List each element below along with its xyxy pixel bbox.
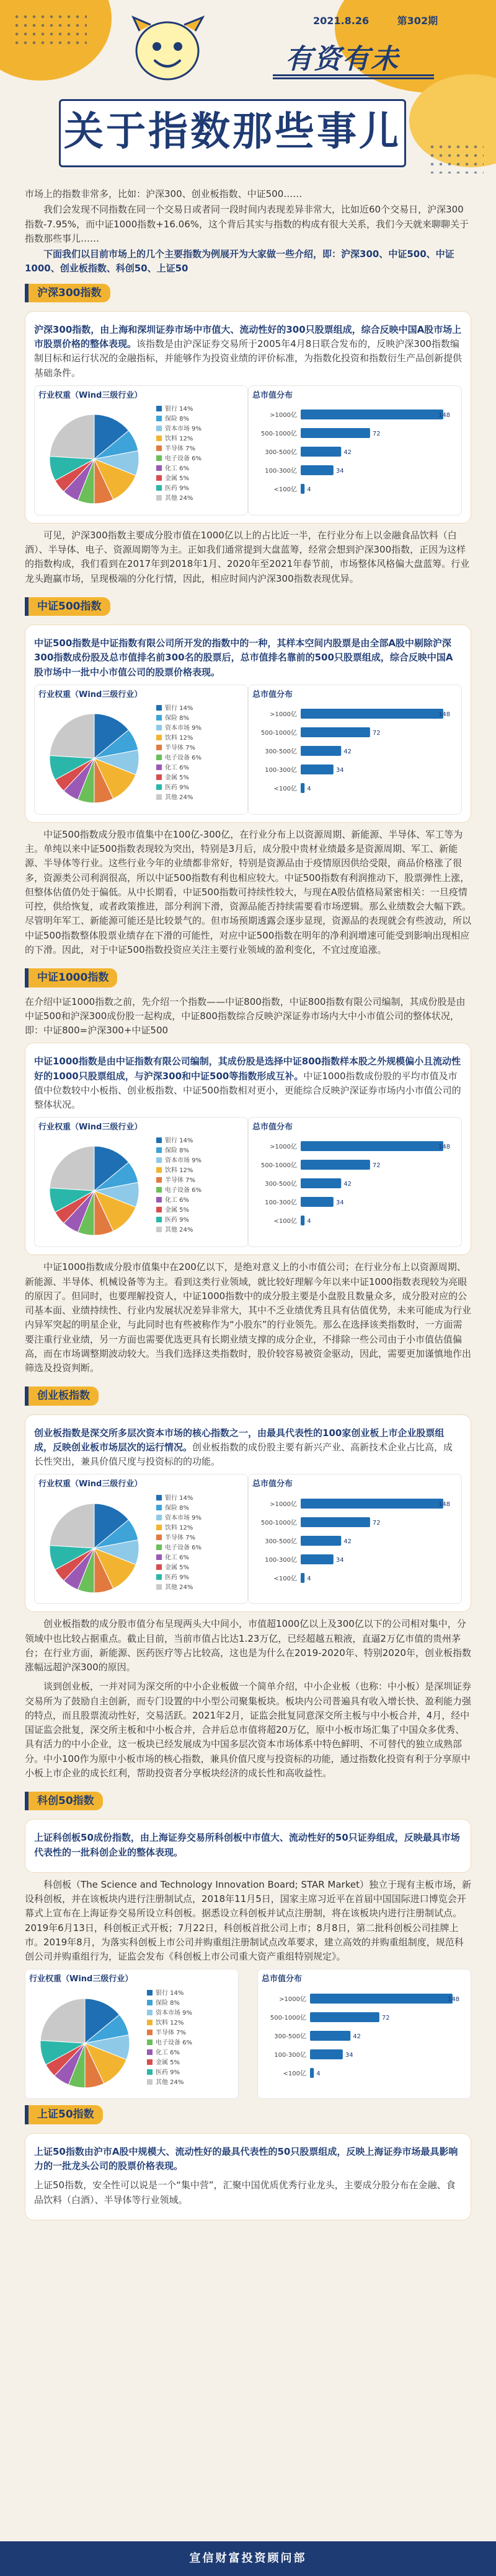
body-text: 创业板指数的成份股主要有新兴产业、高新技术企业占比高，成长性突出，兼具价值尺度与投资标的的功能。 [34, 1441, 453, 1468]
bar-category-label: 500-1000亿 [270, 2014, 306, 2022]
bar-value-label: 42 [343, 449, 352, 456]
legend-label: 医药 9% [165, 784, 190, 792]
analysis-text: 创业板指数的成分股市值分布呈现两头大中间小，市值超1000亿以上及300亿以下的公司相对集中，分领域中也比较占据重点。截止目前，当前市值占比达1.23万亿，已经超越五粮液，直逼2万亿市值的贵州茅台；在行业方面，新能源、医药医疗等占比较高，这也是为什么在2019-2020年、特别2020年，创业板指数涨幅远超沪深300的原因。 [25, 1618, 471, 1673]
mascot-illustration [127, 12, 208, 87]
bar-category-label: 500-1000亿 [260, 430, 297, 437]
section-tab-star50: 科创50指数 [25, 1792, 103, 1810]
lead-text: 中证1000指数是由中证指数有限公司编制，其成份股是选择中证800指数样本股之外规模偏小且流动性好的1000只股票组成，与沪深300和中证500等指数形成互补。 [34, 1056, 461, 1082]
issue-date: 2021.8.26 [313, 15, 370, 27]
legend-label: 饮料 12% [165, 735, 193, 742]
pie-chart [29, 1986, 234, 2098]
legend-swatch [156, 416, 162, 421]
legend-label: 金属 5% [156, 2059, 180, 2066]
legend-label: 其他 24% [156, 2079, 184, 2086]
pre-text: 在介绍中证1000指数之前，先介绍一个指数——中证800指数，中证800指数有限公司编制，其成份股是由中证500和沪深300成份股一起构成，中证800指数综合反映沪深证券市场内大中小市值公司的整体状况，即：中证800=沪深300+中证500 [25, 996, 466, 1036]
decor-dots [428, 142, 484, 173]
chart-title: 行业权重（Wind三级行业） [38, 1123, 143, 1132]
bar-category-label: >1000亿 [270, 1144, 297, 1151]
legend-swatch [156, 1217, 162, 1222]
legend-swatch [156, 1187, 162, 1193]
legend-label: 资本市场 9% [156, 2009, 193, 2017]
body-text: 中证1000指数成份股的平均市值及市值中位数较中小板指、创业板指数、中证500指数相对更小，更能综合反映沪深证券市场内小市值公司的整体状况。 [34, 1070, 461, 1111]
analysis-text: 中证500指数成分股市值集中在100亿-300亿，在行业分布上以资源周期、新能源、半导体、军工等为主。单纯以来中证500指数表现较为突出，特别是3月后，成分股中贵材业绩最多是资源周期、军工、新能源、半导体等行业。这些行业今年的业绩都非常好，特别是资源品由于疫情原因供给受限，商品价格涨了很多，资源类公司利润很高，所以中证500指数有利也相应较大。中证500指数有利润推动下，股票弹性上涨，但整体估值仍处于偏低。从中长期看，中证500指数可持续性较大，与现在A股估值格局紧密相关：一旦疫情可控，供给恢复，或者政策推进，部分利润下滑，资源品能否持续需要看市场逻辑。那么业绩数会大幅下跌。尽管明年军工、新能源可能还是比较景气的。但市场预期透露会逐步显现，资源品的表现就会有些波动，所以中证500指数整体股票业绩存在下滑的可能性，对应中证500指数在明年的净利润增速可能受到影响出现相应的下滑。因此，对于中证500指数投资应关注主要行业领域的盈利变化，不宜过度追涨。 [25, 828, 472, 955]
legend-swatch [156, 455, 162, 461]
bar [310, 2031, 350, 2041]
market-cap-chart [248, 1117, 462, 1247]
bar-chart [252, 1134, 457, 1245]
bar [310, 1994, 453, 2004]
legend-swatch [147, 2049, 153, 2055]
extra-text: 谈到创业板，一并对同为深交所的中小企业板做一个简单介绍，中小企业板（也称：中小板）是深圳证券交易所为了鼓励自主创新，而专门设置的中小型公司聚集板块。板块内公司普遍具有收入增长快、盈利能力强的特点，而且股票流动性好，交易活跃。2021年2月，证监会批复同意深交所主板与中小板合并，4月，经中国证监会批复，深交所主板和中小板合并，合并后总市值将超20万亿，原中小板市场汇集了中国众多优秀、具有活力的中小企业，这一板块已经发展成为中国多层次资本市场体系中特色鲜明、不可替代的独立成熟部分。中小100作为原中小板市场的核心指数，兼具价值尺度与投资标的功能，通过指数化投资有利于分享原中小板上市企业的成长红利，帮助投资者分享板块经济的成长性和高收益性。 [25, 1681, 472, 1779]
bar-value-label: 4 [307, 1218, 311, 1225]
legend-swatch [156, 1197, 162, 1203]
legend-swatch [156, 1157, 162, 1163]
pie-chart [38, 1134, 243, 1245]
bar-value-label: 34 [335, 767, 344, 774]
bar-value-label: 34 [345, 2051, 353, 2059]
pie-chart [38, 1491, 243, 1603]
chart-row [34, 385, 462, 515]
bar-category-label: >1000亿 [270, 1500, 297, 1508]
legend-label: 电子设备 6% [165, 455, 202, 462]
legend-swatch [147, 2039, 153, 2045]
bar [301, 764, 334, 774]
bar-category-label: 300-500亿 [265, 1538, 297, 1545]
legend-swatch [156, 774, 162, 780]
bar [301, 1141, 443, 1151]
bar-value-label: 4 [307, 786, 311, 793]
bar-category-label: 100-300亿 [265, 467, 297, 475]
title-box [59, 99, 406, 167]
bar-category-label: 100-300亿 [265, 1199, 297, 1207]
legend-label: 银行 14% [165, 1137, 193, 1145]
bar-value-label: 72 [381, 2014, 390, 2022]
bar-category-label: 300-500亿 [265, 1181, 297, 1188]
legend-swatch [156, 445, 162, 451]
chart-title: 总市值分布 [252, 1123, 293, 1132]
lead-text: 中证500指数是中证指数有限公司所开发的指数中的一种，其样本空间内股票是由全部A股中剔除沪深300指数成份股及总市值排名前300名的股票后，总市值排名靠前的500只股票组成，综合反映中国A股市场中一批中小市值公司的股票价格表现。 [34, 637, 453, 678]
pie-slice [50, 1146, 94, 1191]
legend-label: 半导体 7% [165, 745, 196, 752]
card-csi500 [25, 624, 471, 823]
pie-slice [50, 414, 94, 459]
legend-label: 保险 8% [165, 1147, 190, 1155]
card-csi300 [25, 311, 471, 524]
legend-label: 其他 24% [165, 794, 193, 802]
legend-label: 饮料 12% [165, 435, 193, 442]
bar-value-label: 148 [438, 411, 451, 419]
section-tab-csi300: 沪深300指数 [25, 284, 110, 302]
market-cap-chart [248, 685, 462, 815]
legend-label: 保险 8% [156, 1999, 180, 2007]
legend-label: 保险 8% [165, 715, 190, 722]
lead-text: 创业板指数是深交所多层次资本市场的核心指数之一，由最具代表性的100家创业板上市企业股票组成，反映创业板市场层次的运行情况。 [34, 1427, 445, 1453]
bar [301, 410, 443, 419]
legend-swatch [156, 1584, 162, 1590]
legend-label: 资本市场 9% [165, 725, 202, 732]
body-text: 该指数是由沪深证券交易所于2005年4月8日联合发布的，反映沪深300指数编制目标和运行状况的金融指标，并能够作为投资业绩的评价标准，为指数化投资和指数衍生产品创新提供基础条件。 [34, 338, 463, 379]
bar-category-label: >1000亿 [270, 411, 297, 419]
legend-label: 半导体 7% [165, 1534, 196, 1541]
pie-slice [50, 714, 94, 758]
card-csi1000 [25, 1043, 471, 1255]
legend-swatch [156, 1167, 162, 1173]
legend-swatch [156, 495, 162, 501]
legend-swatch [147, 2079, 153, 2085]
legend-label: 电子设备 6% [156, 2039, 193, 2046]
legend-swatch [156, 745, 162, 750]
chart-row [34, 1117, 462, 1247]
footer: 宣信财富投资顾问部 [0, 2541, 496, 2576]
legend-swatch [156, 735, 162, 740]
legend-label: 银行 14% [165, 405, 193, 413]
legend-swatch [156, 1535, 162, 1540]
market-cap-chart [248, 1474, 462, 1604]
legend-swatch [156, 465, 162, 471]
bar [301, 447, 341, 457]
bar-value-label: 34 [335, 467, 344, 475]
chart-title: 行业权重（Wind三级行业） [38, 1479, 143, 1489]
legend-label: 银行 14% [156, 1989, 184, 1997]
bar [301, 1216, 304, 1225]
legend-label: 金属 5% [165, 1564, 190, 1571]
industry-weight-chart [25, 1969, 239, 2099]
legend-label: 半导体 7% [165, 445, 196, 452]
bar [301, 783, 304, 793]
legend-swatch [156, 436, 162, 441]
lead-text: 沪深300指数，由上海和深圳证券市场中市值大、流动性好的300只股票组成，综合反映中国A股市场上市股票价格的整体表现。 [34, 323, 462, 350]
bar-category-label: 300-500亿 [274, 2033, 306, 2040]
bar [301, 484, 304, 494]
market-cap-chart [257, 1969, 471, 2099]
bar-value-label: 42 [343, 1181, 352, 1188]
bar-value-label: 42 [343, 748, 352, 756]
chart-title: 行业权重（Wind三级行业） [38, 390, 143, 400]
bar [301, 727, 370, 737]
body-text: 科创板（The Science and Technology Innovation Board; STAR Market）独立于现有主板市场，新设科创板，并在该板块内进行注册制试点，2018年11月5日，国家主席习近平在首届中国国际进口博览会开幕式上宣布在上海证券交易所设立科创板。据悉设立科创板并试点注册制，将在该板块内进行注册制试点。2019年6月13日，科创板正式开板；7月22日，科创板首批公司上市；8月8日，第二批科创板公司挂牌上市。2019年8月，为落实科创板上市公司并购重组注册制试点改革要求，建立高效的并购重组制度，规范科创公司并购重组行为，证监会发布《科创板上市公司重大资产重组特别规定》。 [25, 1878, 471, 1963]
legend-swatch [156, 1574, 162, 1580]
bar-value-label: 34 [335, 1199, 344, 1207]
bar [301, 709, 443, 719]
analysis-text: 可见，沪深300指数主要成分股市值在1000亿以上的占比近一半，在行业分布上以金融食品饮料（白酒）、半导体、电子、资源周期等为主。正如我们通常提到大盘蓝筹，经常会想到沪深300指数，正因为这样的指数构成，我们看到在2017年到2018年1月、2020年至2021年春节前，市场整体风格偏大盘蓝筹。行业龙头跑赢市场，呈现极端的分化行情，因此，相应时间内沪深300指数表现优异。 [25, 529, 470, 584]
legend-label: 资本市场 9% [165, 1514, 202, 1522]
legend-label: 化工 6% [165, 1197, 190, 1204]
bar-chart [262, 1986, 466, 2098]
chart-title: 行业权重（Wind三级行业） [29, 1974, 133, 1984]
legend-swatch [147, 2010, 153, 2015]
legend-label: 饮料 12% [156, 2019, 184, 2026]
legend-label: 其他 24% [165, 494, 193, 502]
card-sse50 [25, 2133, 471, 2220]
bar-category-label: 100-300亿 [274, 2051, 306, 2059]
page-title: 关于指数那些事儿 [64, 109, 401, 155]
market-cap-chart [248, 385, 462, 515]
bar-chart [252, 701, 457, 813]
legend-label: 电子设备 6% [165, 1544, 202, 1551]
bar-category-label: >1000亿 [270, 711, 297, 719]
legend-swatch [156, 1525, 162, 1530]
legend-swatch [156, 1515, 162, 1520]
bar-category-label: 300-500亿 [265, 449, 297, 456]
bar-category-label: <100亿 [283, 2070, 306, 2077]
section-tab-csi1000: 中证1000指数 [25, 968, 117, 987]
bar-category-label: <100亿 [273, 786, 297, 793]
pie-slice [40, 1999, 85, 2043]
industry-weight-chart [34, 385, 248, 515]
legend-swatch [156, 1564, 162, 1570]
date-line [313, 14, 438, 29]
decor-dots [12, 12, 87, 50]
legend-label: 化工 6% [165, 764, 190, 772]
legend-label: 半导体 7% [165, 1177, 196, 1185]
bar [301, 1517, 370, 1527]
bar-category-label: <100亿 [273, 1575, 297, 1582]
chart-title: 总市值分布 [252, 1479, 293, 1489]
bar-category-label: 500-1000亿 [260, 1162, 297, 1170]
industry-weight-chart [34, 1474, 248, 1604]
legend-label: 半导体 7% [156, 2029, 187, 2036]
chart-title: 行业权重（Wind三级行业） [38, 690, 143, 699]
chart-row [34, 685, 462, 815]
bar [310, 2012, 379, 2022]
bar-category-label: >1000亿 [279, 1996, 306, 2003]
bar [301, 465, 334, 475]
legend-label: 其他 24% [165, 1584, 193, 1591]
bar-value-label: 34 [335, 1556, 344, 1564]
column-name: 有资有未 [285, 43, 399, 75]
legend-swatch [147, 2000, 153, 2005]
legend-label: 银行 14% [165, 705, 193, 712]
legend-label: 化工 6% [165, 1554, 190, 1561]
bar-value-label: 42 [343, 1538, 352, 1545]
issue-number: 第302期 [397, 15, 438, 27]
bar-chart [252, 402, 457, 514]
legend-label: 电子设备 6% [165, 1187, 202, 1194]
intro [25, 187, 471, 276]
legend-swatch [156, 715, 162, 721]
legend-swatch [147, 2020, 153, 2025]
bar-chart [252, 1491, 457, 1603]
bar [301, 1197, 334, 1207]
bar [301, 1499, 443, 1509]
legend-label: 化工 6% [165, 465, 190, 472]
legend-swatch [156, 485, 162, 491]
intro-paragraph: 下面我们以目前市场上的几个主要指数为例展开为大家做一些介绍，即：沪深300、中证500、中证1000、创业板指数、科创50、上证50 [25, 248, 454, 274]
bar [310, 2049, 343, 2059]
pie-slice [50, 1504, 94, 1548]
intro-paragraph: 我们会发现不同指数在同一个交易日或者同一段时间内表现差异非常大，比如近60个交易日，沪深300指数-7.95%，而中证1000指数+16.06%，这个背后其实与指数的构成有很大关系，我们今天就来聊聊关于指数那些事儿…… [25, 204, 469, 244]
legend-swatch [156, 475, 162, 481]
bar [301, 428, 370, 438]
legend-swatch [156, 705, 162, 711]
bar-value-label: 148 [438, 1144, 451, 1151]
body-text: 上证50指数，安全性可以说是一个“集中营”，汇聚中国优质优秀行业龙头，主要成分股分布在金融、食品饮料（白酒）、半导体等行业领域。 [34, 2180, 456, 2206]
chart-row [34, 1474, 462, 1604]
legend-swatch [156, 1177, 162, 1183]
bar-category-label: <100亿 [273, 1218, 297, 1225]
legend-swatch [156, 784, 162, 790]
lead-text: 上证科创板50成份指数，由上海证券交易所科创板中市值大、流动性好的50只证券组成，反映最具市场代表性的一批科创企业的整体表现。 [34, 1832, 460, 1858]
legend-swatch [156, 794, 162, 800]
legend-swatch [156, 1147, 162, 1153]
legend-swatch [156, 1227, 162, 1232]
card-chinext [25, 1414, 471, 1613]
bar-value-label: 148 [448, 1996, 460, 2003]
lead-text: 上证50指数由沪市A股中规模大、流动性好的最具代表性的50只股票组成，反映上海证券市场最具影响力的一批龙头公司的股票价格表现。 [34, 2145, 458, 2172]
legend-label: 其他 24% [165, 1227, 193, 1234]
bar [301, 1536, 341, 1546]
bar-value-label: 148 [438, 711, 451, 719]
legend-swatch [156, 1207, 162, 1212]
bar [301, 1160, 370, 1170]
content [0, 187, 496, 2220]
legend-label: 电子设备 6% [165, 755, 202, 762]
bar-category-label: 300-500亿 [265, 748, 297, 756]
legend-label: 化工 6% [156, 2049, 180, 2056]
legend-label: 金属 5% [165, 1207, 190, 1214]
bar-category-label: 100-300亿 [265, 1556, 297, 1564]
section-tab-sse50: 上证50指数 [25, 2105, 103, 2124]
pie-chart [38, 402, 243, 514]
legend-swatch [156, 755, 162, 760]
legend-label: 医药 9% [165, 484, 190, 492]
section-tab-chinext: 创业板指数 [25, 1387, 99, 1405]
legend-label: 保险 8% [165, 1504, 190, 1512]
legend-swatch [147, 2030, 153, 2035]
industry-weight-chart [34, 685, 248, 815]
bar-category-label: 500-1000亿 [260, 730, 297, 737]
industry-weight-chart [34, 1117, 248, 1247]
legend-label: 医药 9% [165, 1217, 190, 1224]
bar-category-label: 500-1000亿 [260, 1519, 297, 1527]
bar-value-label: 148 [438, 1500, 451, 1508]
legend-label: 金属 5% [165, 774, 190, 782]
bar-value-label: 72 [372, 430, 381, 437]
legend-label: 饮料 12% [165, 1524, 193, 1531]
legend-swatch [156, 1544, 162, 1550]
bar-value-label: 72 [372, 1162, 381, 1170]
legend-label: 金属 5% [165, 475, 190, 482]
bar [310, 2068, 314, 2078]
legend-label: 医药 9% [165, 1574, 190, 1581]
legend-swatch [156, 725, 162, 730]
legend-label: 保险 8% [165, 415, 190, 423]
bar [301, 1178, 341, 1188]
bar-value-label: 42 [353, 2033, 361, 2040]
analysis-text: 中证1000指数成分股市值集中在200亿以下，是绝对意义上的小市值公司；在行业分布上以资源周期、新能源、半导体、机械设备等为主。看到这类行业领域，就比较好理解今年以来中证1000指数表现较为亮眼的原因了。但同时，也要理解投资人，中证1000指数中的成分股主要是小盘股且数量众多，成分股对应的公司基本面、业绩持续性、行业内发展状况差异非常大，其中不乏业绩优秀且具有估值优势，未来可能成为行业内异军突起的明星企业，与此同时也有些被称作为“小股东”的行业领先。那么在选择该类指数时，一方面需要注重行业业绩，另一方面也需要优选更具有长期业绩支撑的成分企业，不排除一些公司由于小市值估值偏高，而在市场调整期波动较大。当我们选择这类指数时，股价较容易被资金驱动，因此，需要更加谨慎地作出筛选及投资判断。 [25, 1261, 472, 1374]
bar-category-label: 100-300亿 [265, 767, 297, 774]
bar-value-label: 4 [307, 1575, 311, 1582]
legend-swatch [147, 2059, 153, 2065]
legend-swatch [156, 764, 162, 770]
pie-chart [38, 701, 243, 813]
decor-lines [273, 74, 434, 79]
legend-label: 资本市场 9% [165, 1157, 202, 1165]
legend-swatch [147, 1990, 153, 1996]
card-star50 [25, 1819, 471, 1873]
chart-title: 总市值分布 [252, 390, 293, 400]
legend-swatch [156, 426, 162, 431]
chart-row [25, 1969, 471, 2099]
bar-value-label: 4 [316, 2070, 321, 2077]
bar [301, 1573, 304, 1583]
intro-paragraph: 市场上的指数非常多，比如：沪深300、创业板指数、中证500…… [25, 188, 303, 199]
section-tab-csi500: 中证500指数 [25, 597, 110, 616]
bar-value-label: 4 [307, 486, 311, 493]
legend-label: 饮料 12% [165, 1167, 193, 1175]
legend-label: 银行 14% [165, 1494, 193, 1502]
bar [301, 1554, 334, 1564]
legend-swatch [156, 1554, 162, 1560]
bar-value-label: 72 [372, 730, 381, 737]
bar [301, 746, 341, 756]
header [0, 0, 496, 186]
legend-swatch [156, 1505, 162, 1510]
legend-label: 资本市场 9% [165, 425, 202, 432]
legend-swatch [147, 2069, 153, 2075]
chart-title: 总市值分布 [252, 690, 293, 699]
legend-label: 医药 9% [156, 2069, 180, 2076]
legend-swatch [156, 406, 162, 411]
legend-swatch [156, 1495, 162, 1500]
chart-title: 总市值分布 [262, 1974, 303, 1984]
bar-value-label: 72 [372, 1519, 381, 1527]
legend-swatch [156, 1137, 162, 1143]
bar-category-label: <100亿 [273, 486, 297, 493]
